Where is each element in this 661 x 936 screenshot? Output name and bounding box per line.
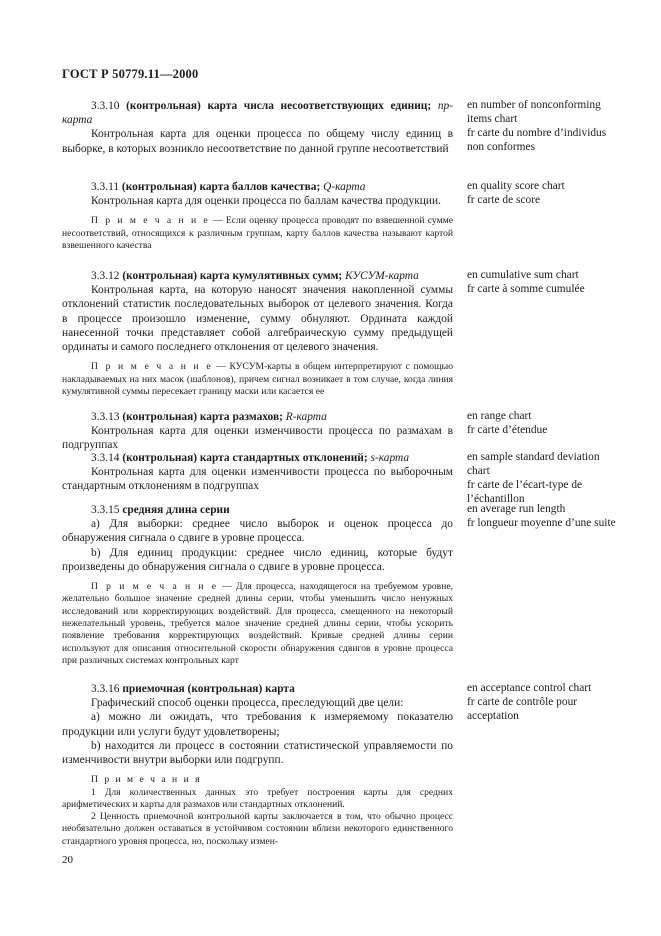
entry-3-3-14	[62, 451, 453, 494]
page-number: 20	[62, 854, 73, 866]
entry-3-3-15	[62, 503, 453, 667]
standard-header: ГОСТ Р 50779.11—2000	[62, 67, 199, 81]
notes-label: П р и м е ч а н и я	[91, 774, 202, 786]
term-heading	[62, 451, 453, 465]
translation-3-3-14: en sample standard deviation chart fr carte de l’écart-type de l’échantillon	[467, 451, 600, 505]
term-heading	[62, 180, 453, 194]
note-label: П р и м е ч а н и е	[91, 581, 218, 593]
term-item-a: а) можно ли ожидать, что требования к измеряемому показателю продукции или услуги будут удовлетворены;	[62, 711, 453, 738]
term-note: П р и м е ч а н и е — КУСУМ-карты в общем интерпретируют с помощью накладываемых на них масок (шаблонов), причем сигнал возникает в том случае, когда линия кумулятивной суммы пересекает границу маски или касается ее	[62, 361, 454, 397]
term-symbol: R-карта	[285, 411, 327, 423]
entry-3-3-16	[62, 682, 453, 848]
term-symbol: пр-карта	[62, 100, 453, 127]
term-number: 3.3.13	[91, 411, 120, 423]
term-number: 3.3.15	[91, 504, 120, 516]
translation-3-3-16: en acceptance control chart fr carte de contrôle pour acceptation	[467, 682, 592, 722]
translation-3-3-15: en average run length fr longueur moyenne d’une suite	[467, 503, 616, 529]
term-item-a: а) Для выборки: среднее число выборок и оценок процесса до обнаружения сигнала о сдвиге в уровне процесса.	[62, 518, 453, 545]
term-heading	[62, 682, 453, 696]
term-number: 3.3.16	[91, 683, 120, 695]
term-note: П р и м е ч а н и е — Если оценку процесса проводят по взвешенной сумме несоответствий, относящихся к различным группам, карту баллов качества называют картой взвешенного качества	[62, 215, 454, 251]
term-definition: Контрольная карта для оценки изменчивости процесса по размахам в подгруппах	[62, 425, 453, 452]
note-label: П р и м е ч а н и е	[91, 361, 213, 373]
term-definition: Контрольная карта для оценки изменчивости процесса по выборочным стандартным отклонениям в подгруппах	[62, 466, 453, 493]
translation-3-3-13: en range chart fr carte d’étendue	[467, 410, 548, 436]
term-symbol: Q-карта	[323, 181, 366, 193]
entry-3-3-10	[62, 99, 453, 156]
term-name: (контрольная) карта баллов качества;	[121, 181, 321, 193]
note-1: 1 Для количественных данных это требует построения карты для средних арифметических и карты для размахов или стандартных отклонений.	[62, 786, 453, 810]
term-item-b: b) Для единиц продукции: среднее число единиц, которые будут произведены до обнаружения сигнала о сдвиге в уровне процесса.	[62, 546, 453, 573]
term-name: приемочная (контрольная) карта	[122, 683, 295, 695]
term-definition: Контрольная карта для оценки процесса по баллам качества продукции.	[91, 195, 441, 208]
note-label: П р и м е ч а н и е	[91, 215, 210, 227]
note-text: Если оценку процесса проводят по взвешенной сумме несоответствий, относящихся к различным группам, карту баллов качества называют картой взвешенного качества	[62, 215, 454, 251]
term-definition: Контрольная карта, на которую наносят значения накопленной суммы отклонений статистик последовательных выборок от целевого значения. Когда в процессе произошло изменение, сумму обнуляют. Ордината каждой нанесенной точки представляет собой алгебраическую сумму предыдущей ординаты и самого последнего отклонения от целевого значения.	[62, 284, 453, 354]
term-name: (контрольная) карта числа несоответствующих единиц;	[126, 100, 432, 112]
term-note: П р и м е ч а н и е — Для процесса, находящегося на требуемом уровне, желательно большое значение средней длины серии, чтобы уменьшить число ненужных исследований или корректирующих воздействий. Для процесса, смещенного на некоторый нежелательный уровень, требуется малое значение средней длины серии, чтобы ускорить появление требования корректирующих воздействий. Кривые средней длины серии используют для описания относительной скорости обнаружения сдвигов в уровне процесса при различных системах контрольных карт	[62, 581, 453, 666]
note-2: 2 Ценность приемочной контрольной карты заключается в том, что обычно процесс необязательно должен оставаться в устойчивом состоянии вблизи некоторого единственного стандартного уровня процесса, но, поскольку измен-	[62, 811, 453, 847]
note-text: КУСУМ-карты в общем интерпретируют с помощью накладываемых на них масок (шаблонов), причем сигнал возникает в том случае, когда линия кумулятивной суммы пересекает границу маски или касается ее	[62, 361, 454, 397]
term-number: 3.3.11	[91, 181, 120, 193]
term-symbol: s-карта	[370, 452, 410, 464]
entry-3-3-11	[62, 180, 453, 252]
term-name: (контрольная) карта стандартных отклонений;	[122, 452, 368, 464]
note-text: Для процесса, находящегося на требуемом уровне, желательно большое значение средней длины серии, чтобы уменьшить число ненужных исследований или корректирующих воздействий. Для процесса, смещенного на некоторый нежелательный уровень, требуется малое значение средней длины серии, чтобы ускорить появление требования корректирующих воздействий. Кривые средней длины серии используют для описания относительной скорости обнаружения сдвигов в уровне процесса при различных системах контрольных карт	[62, 581, 453, 666]
term-heading	[62, 410, 453, 424]
entry-3-3-12	[62, 269, 453, 398]
term-heading	[62, 503, 453, 517]
entry-3-3-13	[62, 410, 453, 453]
term-heading	[62, 269, 453, 283]
term-item-b: b) находится ли процесс в состоянии статистической управляемости по изменчивости внутри выборки или подгрупп.	[62, 739, 453, 767]
term-definition: Графический способ оценки процесса, преследующий две цели:	[91, 697, 404, 710]
term-name: (контрольная) карта кумулятивных сумм;	[122, 270, 343, 282]
term-number: 3.3.14	[91, 452, 120, 464]
term-number: 3.3.10	[91, 100, 120, 112]
term-symbol: КУСУМ-карта	[345, 270, 419, 282]
translation-3-3-11: en quality score chart fr carte de score	[467, 180, 565, 206]
translation-3-3-12: en cumulative sum chart fr carte à somme cumulée	[467, 269, 585, 295]
term-heading	[62, 99, 453, 127]
term-name: (контрольная) карта размахов;	[122, 411, 283, 423]
term-number: 3.3.12	[91, 270, 120, 282]
translation-3-3-10: en number of nonconforming items chart fr carte du nombre d’individus non conformes	[467, 99, 607, 153]
term-definition: Контрольная карта для оценки процесса по общему числу единиц в выборке, в которых возникло несоответствие по данной группе несоответствий	[62, 128, 453, 155]
term-name: средняя длина серии	[122, 504, 230, 516]
